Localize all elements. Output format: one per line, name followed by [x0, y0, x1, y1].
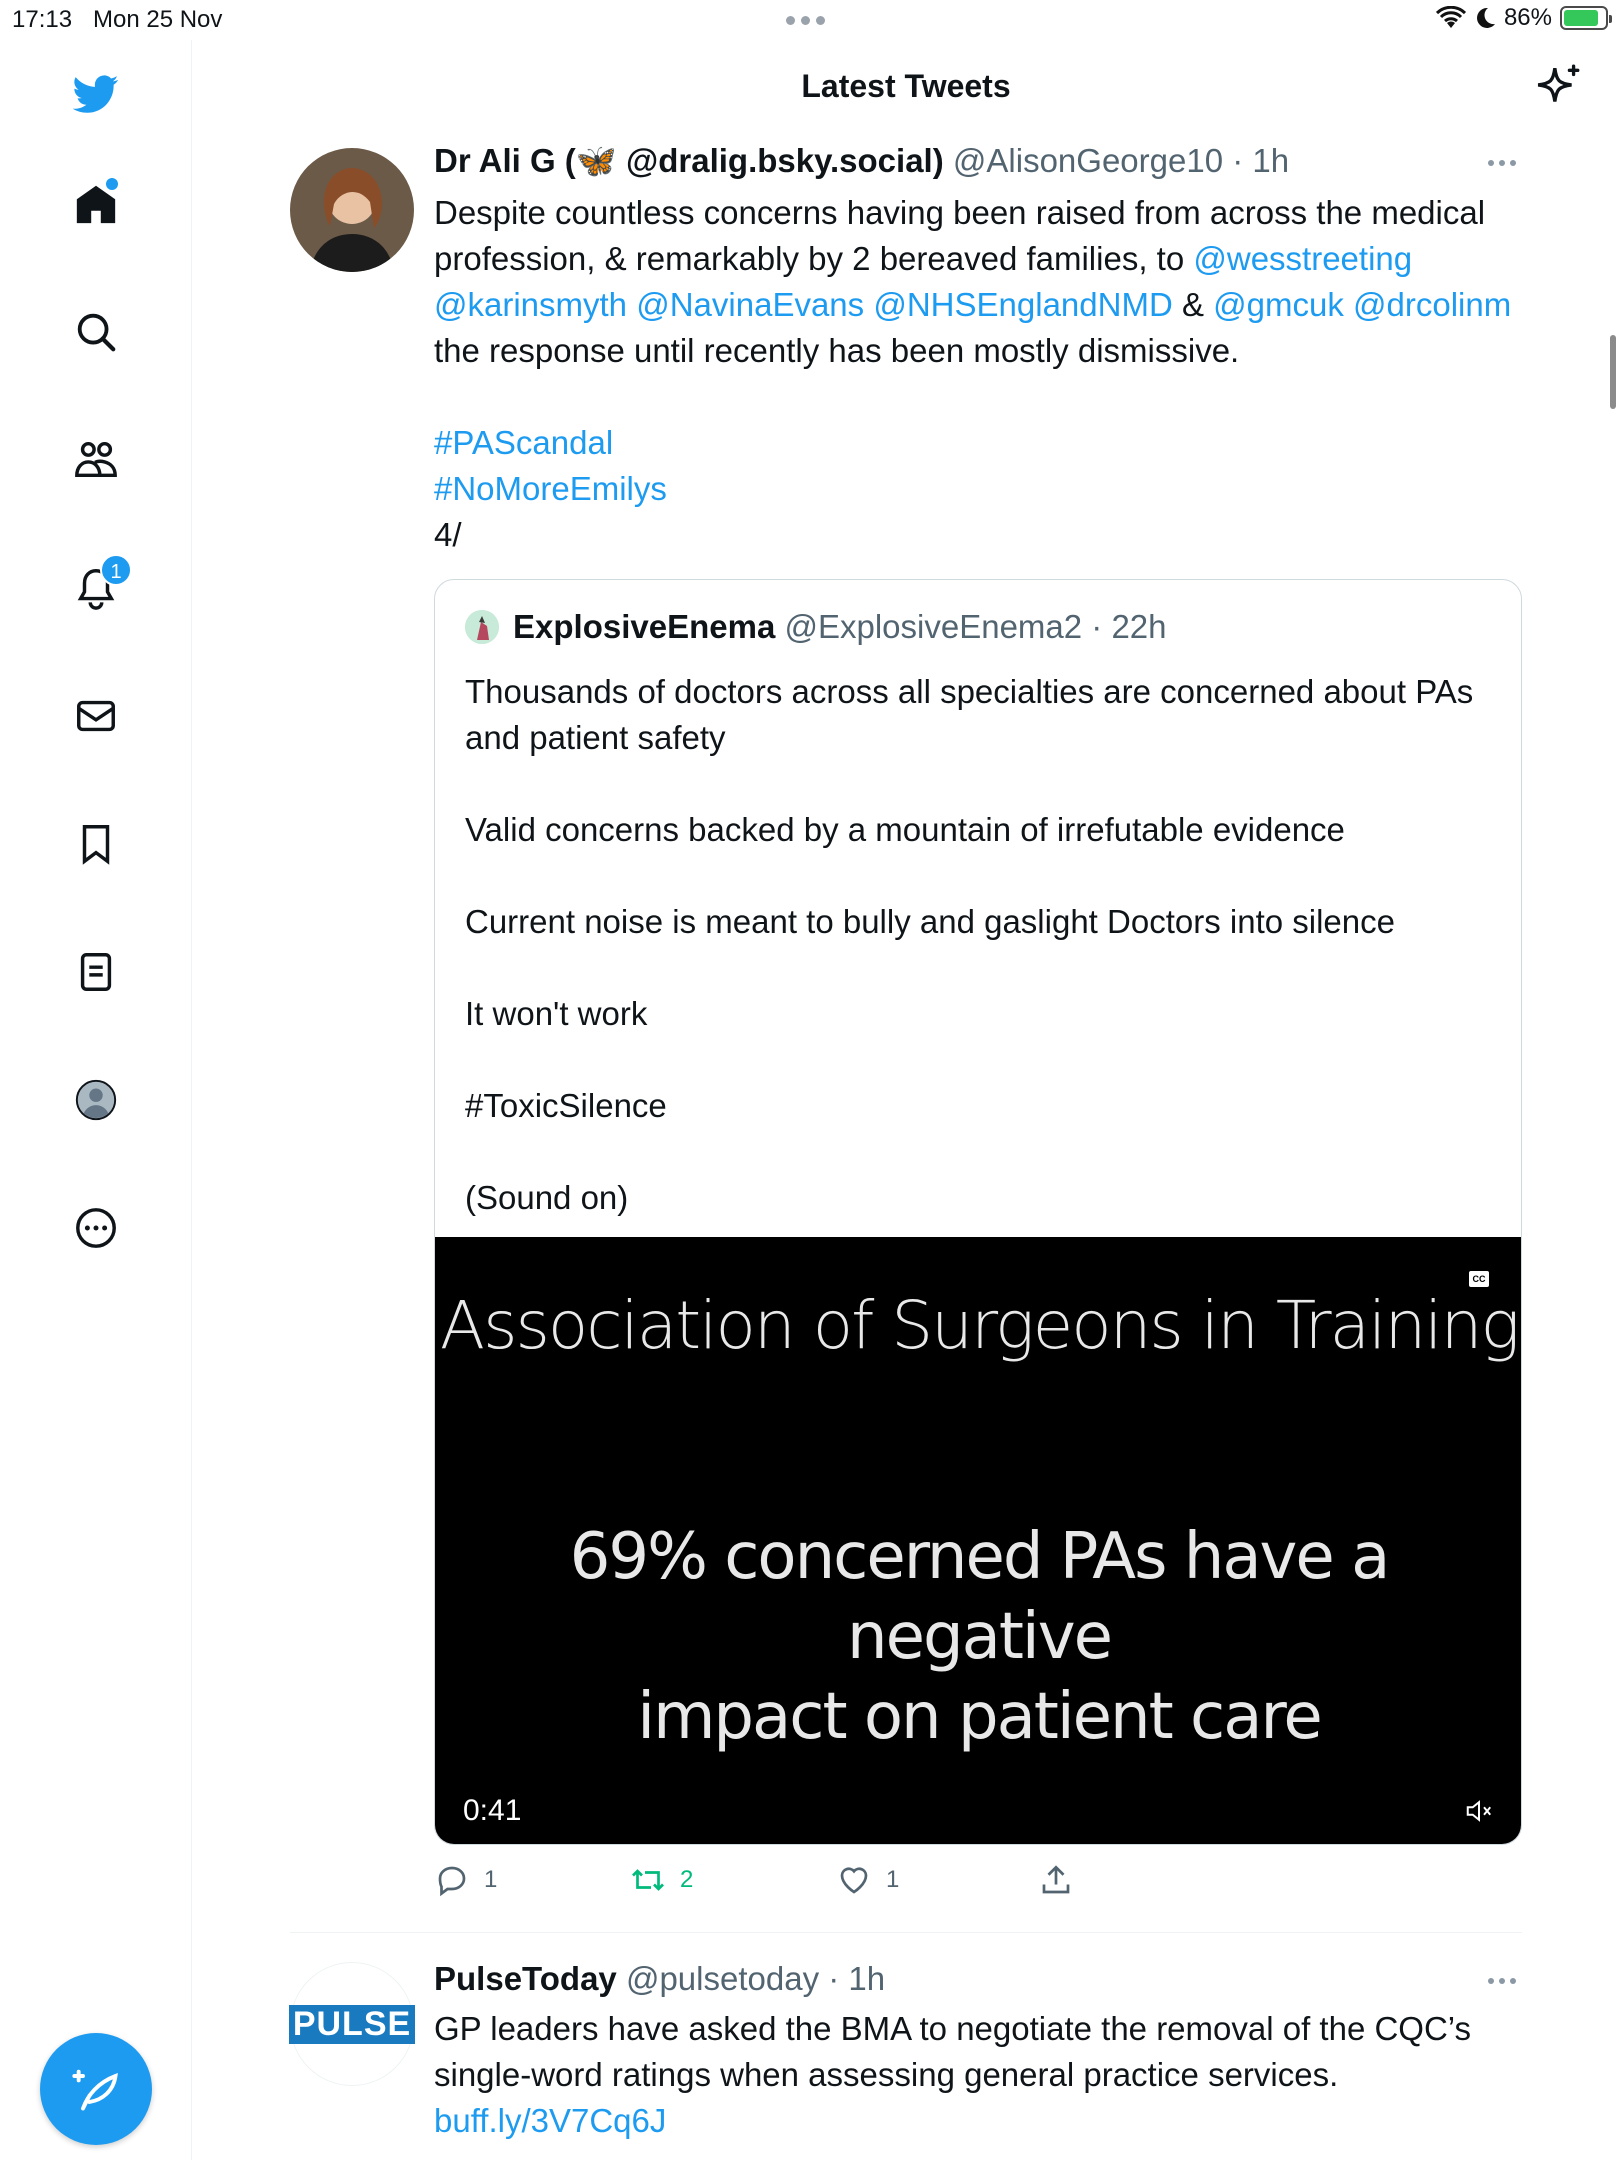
- mention-link[interactable]: @wesstreeting: [1193, 240, 1413, 277]
- notifications-badge: 1: [100, 554, 132, 586]
- quote-avatar[interactable]: [465, 610, 499, 644]
- quote-tweet-card[interactable]: [434, 579, 1522, 1845]
- author-name[interactable]: Dr Ali G (🦋 @dralig.bsky.social): [434, 142, 944, 179]
- hashtag-link[interactable]: #NoMoreEmilys: [434, 470, 667, 507]
- quote-paragraph: Thousands of doctors across all specialties are concerned about PAs and patient safety: [465, 673, 1474, 756]
- search-icon[interactable]: [66, 302, 126, 362]
- pulse-logo: PULSE: [289, 2005, 415, 2044]
- home-new-dot: [106, 178, 118, 190]
- tweet-actions: [434, 1862, 1524, 1906]
- author-handle[interactable]: @AlisonGeorge10: [952, 142, 1224, 179]
- mention-link[interactable]: @drcolinm: [1353, 286, 1512, 323]
- video-caption-line: impact on patient care: [637, 1680, 1321, 1754]
- quote-author-handle[interactable]: @ExplosiveEnema2: [784, 608, 1083, 645]
- battery-level: [1564, 10, 1598, 26]
- author-name[interactable]: PulseToday: [434, 1960, 617, 1997]
- video-duration: 0:41: [463, 1794, 522, 1827]
- moon-icon: [1474, 6, 1496, 30]
- quote-text: [465, 669, 1495, 1267]
- closed-captions-button[interactable]: CC: [1469, 1271, 1489, 1287]
- tweet-header: [434, 1960, 885, 1998]
- avatar[interactable]: [290, 1962, 414, 2086]
- mention-link[interactable]: @karinsmyth: [434, 286, 628, 323]
- tweet-time[interactable]: · 1h: [828, 1960, 886, 1997]
- tweet-text-part: Despite countless concerns having been raised from across the medical profession, & remarkably by 2 bereaved families, to: [434, 194, 1486, 277]
- tweet-text: [434, 2006, 1524, 2144]
- retweet-icon: [630, 1862, 666, 1898]
- mention-link[interactable]: @gmcuk: [1213, 286, 1344, 323]
- lists-icon[interactable]: [66, 942, 126, 1002]
- feather-plus-icon: [70, 2063, 122, 2115]
- home-icon[interactable]: [66, 174, 126, 234]
- share-icon: [1038, 1862, 1074, 1898]
- author-handle[interactable]: @pulsetoday: [625, 1960, 820, 1997]
- multitasking-dots-icon[interactable]: [786, 16, 825, 25]
- more-options-icon[interactable]: [1488, 160, 1518, 170]
- mention-link[interactable]: @NavinaEvans: [636, 286, 865, 323]
- video-player[interactable]: [435, 1237, 1522, 1845]
- like-button[interactable]: [836, 1862, 899, 1898]
- battery-icon: [1560, 6, 1608, 30]
- reply-icon: [434, 1862, 470, 1898]
- retweet-button[interactable]: [630, 1862, 693, 1898]
- video-caption-title: Association of Surgeons in Training: [439, 1287, 1519, 1364]
- bookmarks-icon[interactable]: [66, 814, 126, 874]
- communities-icon[interactable]: [66, 430, 126, 490]
- tweet-time[interactable]: · 1h: [1232, 142, 1290, 179]
- retweet-count: 2: [680, 1866, 694, 1893]
- status-right: [1436, 4, 1608, 32]
- tweet-text: [434, 190, 1524, 558]
- quote-time[interactable]: · 22h: [1091, 608, 1167, 645]
- video-caption-line: 69% concerned PAs have a negative: [569, 1520, 1389, 1674]
- quote-paragraph: Current noise is meant to bully and gaslight Doctors into silence: [465, 903, 1395, 940]
- avatar[interactable]: [290, 148, 414, 272]
- twitter-logo-icon[interactable]: [66, 64, 126, 124]
- reply-button[interactable]: [434, 1862, 497, 1898]
- sidebar: [0, 40, 192, 2160]
- status-time: 17:13: [12, 6, 73, 33]
- notifications-icon[interactable]: [66, 558, 126, 618]
- tweet-divider: [290, 1932, 1522, 1933]
- status-date: Mon 25 Nov: [93, 6, 223, 33]
- tweet-header: [434, 142, 1289, 181]
- page-title: Latest Tweets: [801, 68, 1011, 104]
- quote-header: [465, 608, 1167, 646]
- wifi-icon: [1436, 6, 1466, 30]
- tweet-text-part: GP leaders have asked the BMA to negotiate the removal of the CQC’s single-word ratings when assessing general practice services.: [434, 2010, 1472, 2093]
- messages-icon[interactable]: [66, 686, 126, 746]
- scrollbar[interactable]: [1610, 335, 1616, 409]
- video-caption-stat: [435, 1517, 1522, 1757]
- quote-paragraph: It won't work: [465, 995, 648, 1032]
- quote-paragraph: #ToxicSilence: [465, 1087, 667, 1124]
- quote-paragraph: Valid concerns backed by a mountain of irrefutable evidence: [465, 811, 1345, 848]
- compose-tweet-button[interactable]: [40, 2033, 152, 2145]
- heart-icon: [836, 1862, 872, 1898]
- like-count: 1: [886, 1866, 900, 1893]
- thread-index: 4/: [434, 516, 462, 553]
- hashtag-link[interactable]: #PAScandal: [434, 424, 614, 461]
- more-icon[interactable]: [66, 1198, 126, 1258]
- url-link[interactable]: buff.ly/3V7Cq6J: [434, 2102, 667, 2139]
- more-options-icon[interactable]: [1488, 1978, 1518, 1988]
- reply-count: 1: [484, 1866, 498, 1893]
- profile-icon[interactable]: [66, 1070, 126, 1130]
- ampersand: &: [1181, 286, 1204, 323]
- battery-percentage: 86%: [1503, 4, 1552, 31]
- sparkle-icon[interactable]: [1534, 62, 1584, 112]
- quote-paragraph: (Sound on): [465, 1179, 629, 1216]
- share-button[interactable]: [1038, 1862, 1074, 1898]
- quote-author-name[interactable]: ExplosiveEnema: [513, 608, 776, 645]
- status-bar: [0, 0, 1620, 40]
- tweet-text-part: the response until recently has been mostly dismissive.: [434, 332, 1240, 369]
- mute-icon[interactable]: [1463, 1796, 1495, 1826]
- mention-link[interactable]: @NHSEnglandNMD: [873, 286, 1173, 323]
